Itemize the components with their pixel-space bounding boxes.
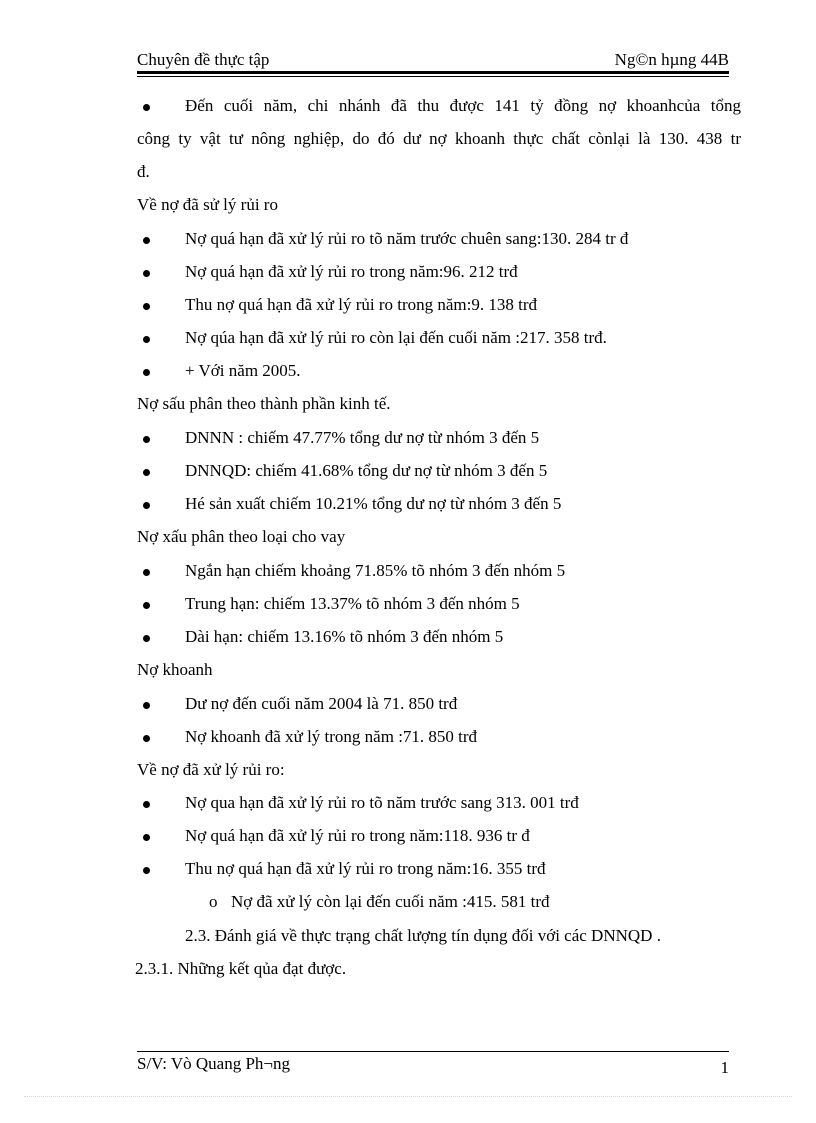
- paragraph-line: đ.: [137, 162, 150, 181]
- list-item-text: DNNN : chiếm 47.77% tổng dư nợ từ nhóm 3 đến 5: [185, 428, 540, 447]
- list-item-text: DNNQD: chiếm 41.68% tổng dư nợ từ nhóm 3 đến 5: [185, 461, 548, 480]
- list-item: [137, 328, 741, 354]
- list-item-text: + Với năm 2005.: [185, 361, 301, 380]
- list-item-text: Dư nợ đến cuối năm 2004 là 71. 850 trđ: [185, 694, 458, 713]
- header-title: Chuyên đề thực tập: [137, 50, 270, 69]
- bullet-icon: [143, 702, 150, 709]
- list-item: [137, 727, 741, 753]
- subheading: Về nợ đã sử lý rủi ro: [137, 195, 278, 214]
- page-number: 1: [720, 1058, 729, 1077]
- bullet-icon: [143, 502, 150, 509]
- bullet-icon: [143, 801, 150, 808]
- list-item-text: Nợ quá hạn đã xử lý rủi ro trong năm:118. 936 tr đ: [185, 826, 530, 845]
- list-item-text: Thu nợ quá hạn đã xử lý rủi ro trong năm:16. 355 trđ: [185, 859, 546, 878]
- list-item-text: Thu nợ quá hạn đã xử lý rủi ro trong năm:9. 138 trđ: [185, 295, 538, 314]
- list-item: [137, 262, 741, 288]
- header-rule: [137, 71, 729, 74]
- list-item-text: Nợ quá hạn đã xử lý rủi ro trong năm:96. 212 trđ: [185, 262, 518, 281]
- sub-bullet-marker: o: [209, 892, 218, 911]
- bullet-icon: [143, 469, 150, 476]
- subheading: Nợ khoanh: [137, 660, 213, 679]
- paragraph-line: Đến cuối năm, chi nhánh đã thu được 141 tỷ đồng nợ khoanhcủa tổng: [185, 96, 741, 115]
- bullet-icon: [143, 369, 150, 376]
- footer-author: S/V: Vò Quang Ph¬ng: [137, 1054, 290, 1073]
- bullet-icon: [143, 735, 150, 742]
- list-item: [137, 627, 741, 653]
- header-class: Ng©n hµng 44B: [614, 50, 729, 69]
- bullet-icon: [143, 104, 150, 111]
- list-item-text: Nợ khoanh đã xử lý trong năm :71. 850 trđ: [185, 727, 478, 746]
- header-rule-thin: [137, 76, 729, 77]
- list-item: [137, 859, 741, 885]
- bullet-icon: [143, 867, 150, 874]
- bullet-icon: [143, 270, 150, 277]
- list-item: [137, 594, 741, 620]
- list-item: [137, 295, 741, 321]
- subheading: Về nợ đã xử lý rủi ro:: [137, 760, 285, 779]
- paragraph-line: công ty vật tư nông nghiệp, do đó dư nợ khoanh thực chất cònlại là 130. 438 tr: [137, 129, 741, 148]
- bullet-icon: [143, 436, 150, 443]
- list-item-text: Nợ qua hạn đã xử lý rủi ro tõ năm trước sang 313. 001 trđ: [185, 793, 579, 812]
- list-item: [137, 561, 741, 587]
- list-item-text: Nợ quá hạn đã xử lý rủi ro tõ năm trước chuên sang:130. 284 tr đ: [185, 229, 629, 248]
- list-item: [137, 826, 741, 852]
- list-item: [137, 361, 741, 387]
- bullet-icon: [143, 336, 150, 343]
- list-item: [137, 694, 741, 720]
- list-item-text: Dài hạn: chiếm 13.16% tõ nhóm 3 đến nhóm 5: [185, 627, 504, 646]
- list-item: [137, 428, 741, 454]
- list-item-text: Nợ qúa hạn đã xử lý rủi ro còn lại đến cuối năm :217. 358 trđ.: [185, 328, 607, 347]
- bullet-icon: [143, 569, 150, 576]
- section-heading: 2.3. Đánh giá về thực trạng chất lượng tín dụng đối với các DNNQD .: [185, 926, 661, 945]
- sub-list-item-text: Nợ đã xử lý còn lại đến cuối năm :415. 581 trđ: [231, 892, 550, 911]
- list-item: [137, 461, 741, 487]
- bullet-icon: [143, 237, 150, 244]
- bullet-icon: [143, 602, 150, 609]
- list-item: [137, 229, 741, 255]
- bullet-icon: [143, 303, 150, 310]
- footer-rule: [137, 1051, 729, 1052]
- sub-list-item: [209, 892, 549, 912]
- list-item-text: Hé sản xuất chiếm 10.21% tổng dư nợ từ nhóm 3 đến 5: [185, 494, 562, 513]
- bullet-icon: [143, 834, 150, 841]
- subheading: Nợ sấu phân theo thành phần kinh tế.: [137, 394, 391, 413]
- list-item-text: Trung hạn: chiếm 13.37% tõ nhóm 3 đến nhóm 5: [185, 594, 520, 613]
- page-header: [137, 48, 729, 72]
- subsection-heading: 2.3.1. Những kết qủa đạt được.: [135, 959, 347, 978]
- list-item: [137, 494, 741, 520]
- list-item-text: Ngắn hạn chiếm khoảng 71.85% tõ nhóm 3 đến nhóm 5: [185, 561, 566, 580]
- bullet-icon: [143, 635, 150, 642]
- subheading: Nợ xấu phân theo loại cho vay: [137, 527, 346, 546]
- page-edge-line: [24, 1096, 792, 1097]
- list-item: [137, 793, 741, 819]
